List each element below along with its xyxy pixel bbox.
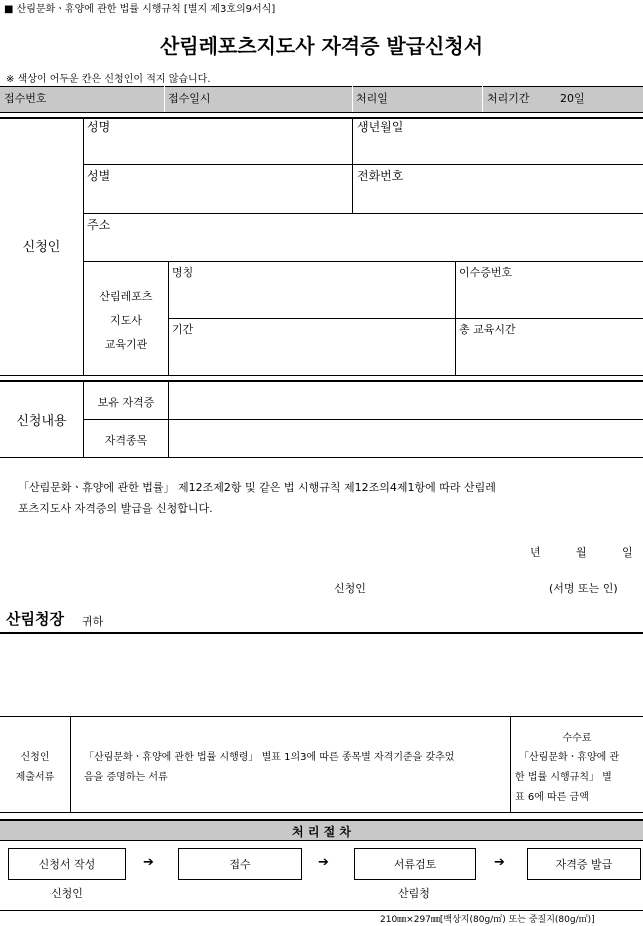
held-cert-field[interactable] [169, 382, 642, 418]
declaration-line-1: 「산림문화ㆍ휴양에 관한 법률」 제12조제2항 및 같은 법 시행규칙 제12조의4제1항에 따라 산림레 [18, 481, 496, 494]
procedure-title: 처 리 절 차 [292, 825, 351, 839]
arrow-right-icon: ➔ [143, 855, 154, 870]
edu-inst-label-2: 지도사 [110, 314, 142, 327]
paper-spec: 210㎜×297㎜[백상지(80g/㎡) 또는 중질지(80g/㎡)] [380, 915, 595, 925]
step-document-review: 서류검토 [354, 848, 476, 880]
period-label: 기간 [172, 323, 194, 336]
inst-name-field[interactable] [169, 281, 454, 317]
total-hours-field[interactable] [456, 338, 642, 374]
documents-content-2: 음을 증명하는 서류 [84, 772, 168, 783]
phone-field[interactable] [353, 184, 642, 212]
process-period-value: 20일 [560, 92, 585, 105]
fee-title: 수수료 [562, 733, 592, 744]
birth-label: 생년월일 [357, 120, 404, 134]
declaration-line-2: 포츠지도사 자격증의 발급을 신청합니다. [18, 502, 213, 515]
recipient-suffix: 귀하 [82, 615, 104, 628]
process-date-label: 처리일 [356, 92, 388, 105]
signer-label: 신청인 [334, 582, 366, 595]
cert-type-label: 자격종목 [104, 434, 148, 447]
gender-field[interactable] [84, 184, 351, 212]
documents-content-1: 「산림문화ㆍ휴양에 관한 법률 시행령」 별표 1의3에 따른 종목별 자격기준을 갖추었 [84, 752, 455, 763]
page-title: 산림레포츠지도사 자격증 발급신청서 [159, 34, 484, 58]
form-reference: ■ 산림문화ㆍ휴양에 관한 법률 시행규칙 [별지 제3호의9서식] [4, 4, 276, 15]
gender-label: 성별 [87, 169, 111, 183]
documents-label-2: 제출서류 [15, 772, 55, 783]
step-issue-certificate: 자격증 발급 [527, 848, 641, 880]
request-section-label: 신청내용 [16, 414, 67, 429]
actor-applicant: 신청인 [51, 887, 83, 900]
edu-inst-label-1: 산림레포츠 [99, 290, 153, 303]
actor-agency: 산림청 [398, 887, 430, 900]
documents-label-1: 신청인 [20, 752, 50, 763]
receipt-number-label: 접수번호 [4, 92, 47, 105]
process-period-label: 처리기간 [487, 92, 530, 105]
address-field[interactable] [84, 232, 642, 260]
edu-inst-label-3: 교육기관 [104, 338, 148, 351]
period-field[interactable] [169, 338, 454, 374]
phone-label: 전화번호 [357, 169, 404, 183]
total-hours-label: 총 교육시간 [459, 323, 516, 336]
recipient: 산림청장 [6, 610, 64, 628]
inst-name-label: 명칭 [172, 266, 194, 279]
date-year-label: 년 [530, 546, 541, 559]
date-day-label: 일 [622, 546, 633, 559]
cert-number-field[interactable] [456, 281, 642, 317]
held-cert-label: 보유 자격증 [97, 396, 155, 409]
receipt-date-label: 접수일시 [168, 92, 211, 105]
cert-type-field[interactable] [169, 420, 642, 456]
signature-label: (서명 또는 인) [549, 582, 618, 595]
fee-line-1: 「산림문화ㆍ휴양에 관 [519, 752, 620, 763]
form-note: ※ 색상이 어두운 칸은 신청인이 적지 않습니다. [6, 74, 211, 85]
arrow-right-icon: ➔ [494, 855, 505, 870]
step-receipt: 접수 [178, 848, 302, 880]
date-month-label: 월 [576, 546, 587, 559]
cert-number-label: 이수증번호 [459, 266, 513, 279]
receipt-row [0, 86, 643, 112]
step-write-application: 신청서 작성 [8, 848, 126, 880]
birth-field[interactable] [353, 135, 642, 163]
address-label: 주소 [87, 218, 111, 232]
name-field[interactable] [84, 135, 351, 163]
fee-line-3: 표 6에 따른 금액 [515, 792, 589, 803]
name-label: 성명 [87, 120, 111, 134]
applicant-section-label: 신청인 [22, 240, 61, 255]
arrow-right-icon: ➔ [318, 855, 329, 870]
fee-line-2: 한 법률 시행규칙」 별 [515, 772, 612, 783]
